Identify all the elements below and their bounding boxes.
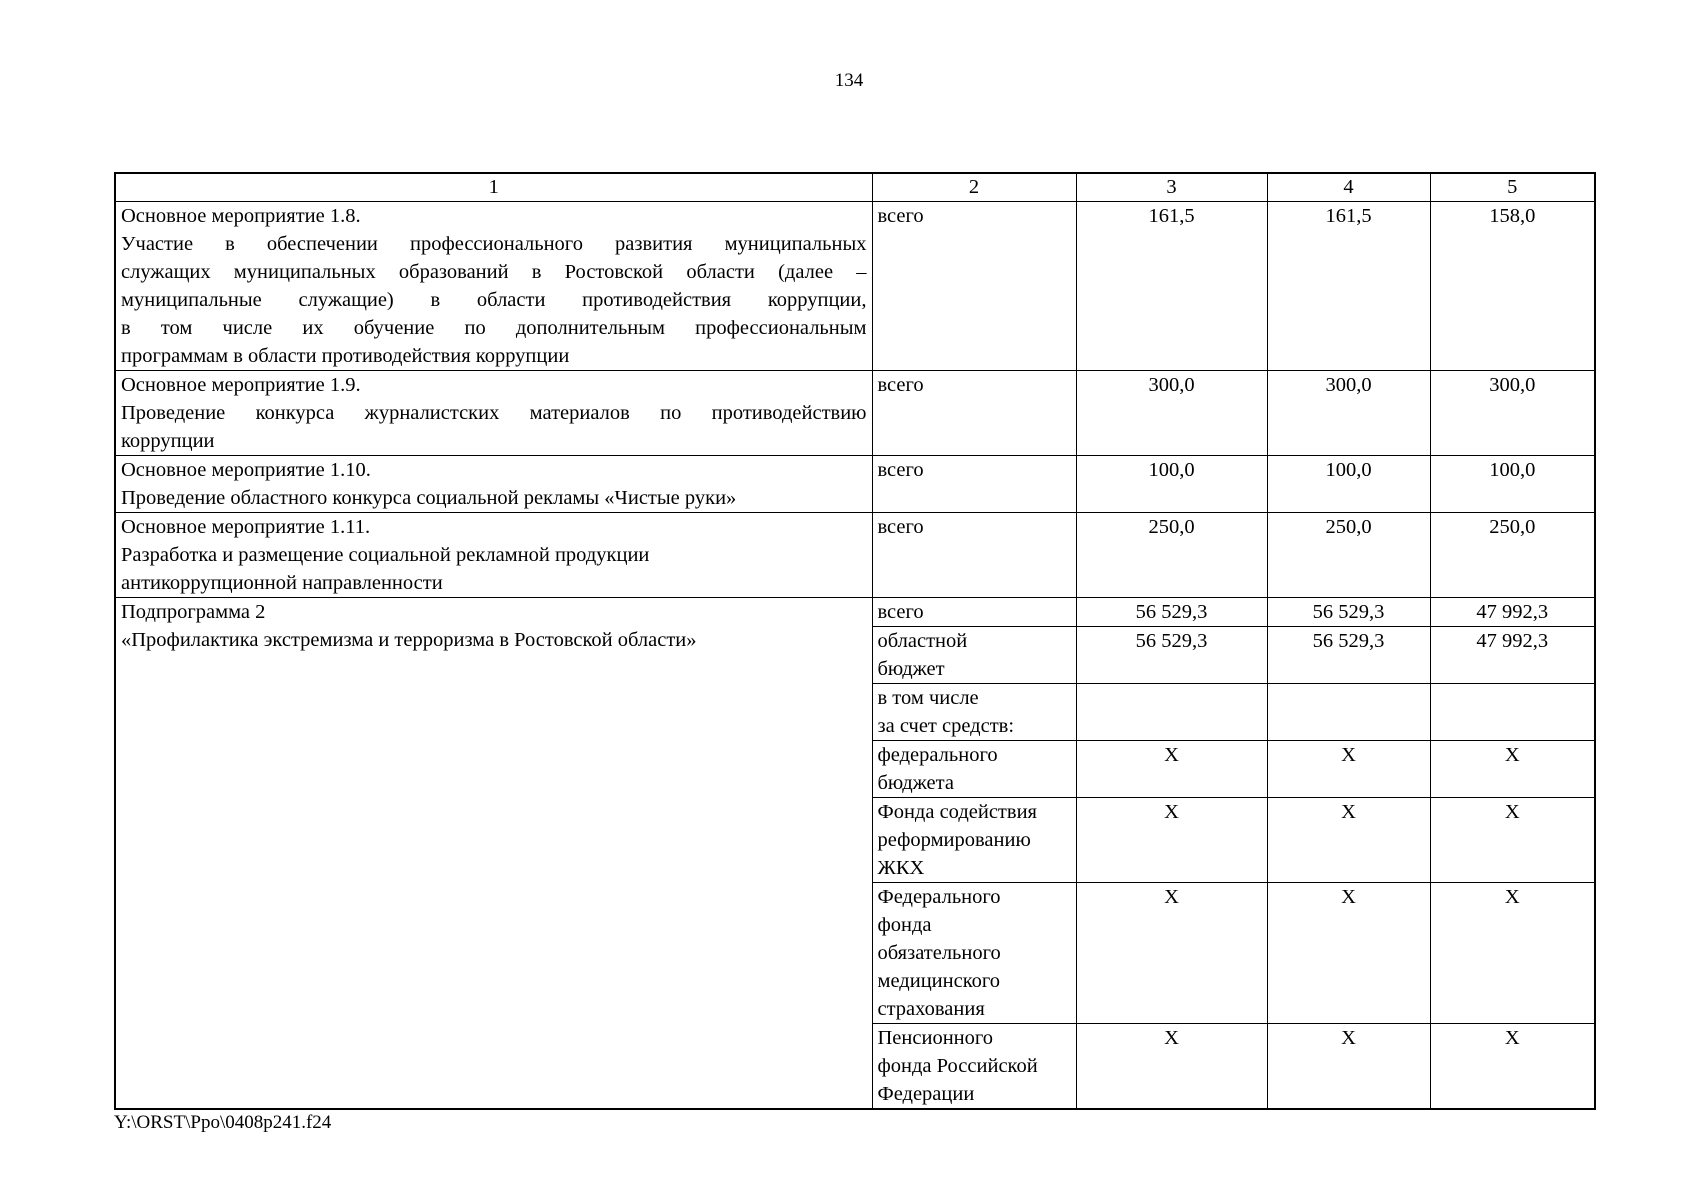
subprogram-description [115,598,872,1110]
value-col-3: 300,0 [1076,371,1267,456]
value-col-4: 161,5 [1267,202,1430,371]
measure-text-line: Участие в обеспечении профессионального развития муниципальных [121,233,867,255]
funding-source [872,883,1076,1024]
value-col-3: 56 529,3 [1076,627,1267,684]
measure-title: Основное мероприятие 1.11. [121,516,371,538]
value-col-3: 161,5 [1076,202,1267,371]
table-row [115,513,1595,598]
value-col-5: 47 992,3 [1430,598,1595,627]
table-row [115,456,1595,513]
value-col-4: 56 529,3 [1267,598,1430,627]
value-col-4: Х [1267,883,1430,1024]
value-col-4: 56 529,3 [1267,627,1430,684]
header-cell: 2 [872,173,1076,202]
measure-text-line: коррупции [121,430,215,452]
funding-source-line: федерального [877,744,998,766]
value-col-4: 300,0 [1267,371,1430,456]
header-row [115,173,1595,202]
table-row [115,371,1595,456]
funding-source: всего [872,456,1076,513]
value-col-5: Х [1430,883,1595,1024]
budget-table [114,172,1596,1110]
page-number: 134 [834,70,864,91]
value-col-3: Х [1076,883,1267,1024]
funding-source-line: ЖКХ [877,857,925,879]
funding-source-line: фонда Российской [877,1055,1038,1077]
measure-text-line: муниципальные служащие) в области противодействия коррупции, [121,289,867,311]
funding-source-line: областной [877,630,968,652]
value-col-5: 300,0 [1430,371,1595,456]
value-col-5 [1430,684,1595,741]
value-col-3 [1076,684,1267,741]
funding-source-line: бюджет [877,658,945,680]
funding-source [872,741,1076,798]
funding-source-line: Фонда содействия [877,801,1037,823]
measure-text-line: антикоррупционной направленности [121,572,443,594]
table-row [115,202,1595,371]
measure-text-line: Разработка и размещение социальной рекламной продукции [121,544,650,566]
file-path-footer: Y:\ORST\Ppo\0408p241.f24 [114,1112,332,1133]
value-col-5: Х [1430,741,1595,798]
funding-source-line: всего [877,601,924,623]
value-col-3: Х [1076,798,1267,883]
funding-source [872,684,1076,741]
value-col-3: Х [1076,1024,1267,1110]
value-col-4: Х [1267,741,1430,798]
measure-title: Основное мероприятие 1.8. [121,205,361,227]
value-col-4: Х [1267,1024,1430,1110]
funding-source-line: Федерации [877,1083,975,1105]
value-col-3: 250,0 [1076,513,1267,598]
measure-description [115,202,872,371]
funding-source: всего [872,513,1076,598]
funding-source [872,627,1076,684]
funding-source-line: Пенсионного [877,1027,994,1049]
measure-description [115,513,872,598]
measure-text-line: Проведение конкурса журналистских материалов по противодействию [121,402,867,424]
value-col-3: 56 529,3 [1076,598,1267,627]
value-col-5: Х [1430,1024,1595,1110]
funding-source: всего [872,371,1076,456]
header-cell: 1 [115,173,872,202]
value-col-5: 100,0 [1430,456,1595,513]
value-col-3: Х [1076,741,1267,798]
funding-source-line: обязательного [877,942,1001,964]
value-col-5: 47 992,3 [1430,627,1595,684]
value-col-3: 100,0 [1076,456,1267,513]
header-cell: 5 [1430,173,1595,202]
measure-text-line: Проведение областного конкурса социальной рекламы «Чистые руки» [121,487,737,509]
funding-source: всего [872,202,1076,371]
measure-description [115,456,872,513]
value-col-4: 250,0 [1267,513,1430,598]
funding-source-line: в том числе [877,687,979,709]
funding-source-line: фонда [877,914,932,936]
funding-source-line: за счет средств: [877,715,1015,737]
value-col-5: 250,0 [1430,513,1595,598]
header-cell: 4 [1267,173,1430,202]
funding-source-line: медицинского [877,970,1001,992]
value-col-5: 158,0 [1430,202,1595,371]
funding-source [872,1024,1076,1110]
value-col-4: 100,0 [1267,456,1430,513]
header-cell: 3 [1076,173,1267,202]
funding-source-line: бюджета [877,772,954,794]
subprogram-subtitle: «Профилактика экстремизма и терроризма в Ростовской области» [121,629,697,651]
funding-source-line: реформированию [877,829,1031,851]
measure-text-line: служащих муниципальных образований в Ростовской области (далее – [121,261,867,283]
funding-source [872,798,1076,883]
measure-title: Основное мероприятие 1.9. [121,374,361,396]
measure-text-line: программам в области противодействия коррупции [121,345,570,367]
subprogram-title: Подпрограмма 2 [121,601,266,623]
measure-title: Основное мероприятие 1.10. [121,459,371,481]
funding-source-line: страхования [877,998,985,1020]
measure-description [115,371,872,456]
value-col-4 [1267,684,1430,741]
value-col-4: Х [1267,798,1430,883]
measure-text-line: в том числе их обучение по дополнительным профессиональным [121,317,867,339]
funding-source-line: Федерального [877,886,1001,908]
value-col-5: Х [1430,798,1595,883]
table-row [115,598,1595,627]
funding-source [872,598,1076,627]
